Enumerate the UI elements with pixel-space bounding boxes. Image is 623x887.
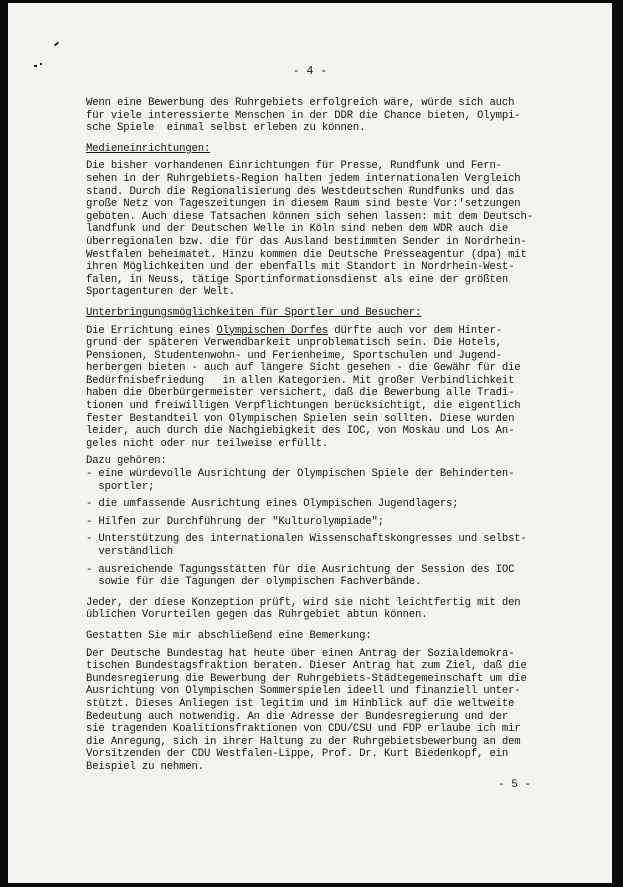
text-line: - die umfassende Ausrichtung eines Olympischen Jugendlagers;	[86, 498, 459, 511]
text-line: Beispiel zu nehmen.	[86, 760, 204, 773]
text-line: fester Bestandteil von Olympischen Spielen sein sollten. Diese wurden	[86, 412, 515, 425]
scan-speck	[54, 42, 59, 47]
text-line: Vorsitzenden der CDU Westfalen-Lippe, Prof. Dr. Kurt Biedenkopf, ein	[86, 748, 509, 761]
list-item	[86, 564, 586, 589]
document-body	[86, 97, 586, 774]
page-number: - 4 -	[292, 65, 328, 78]
text-line: Ausrichtung von Olympischen Sommerspielen ideell und finanziell unter-	[86, 685, 521, 698]
text-line: geboten. Auch diese Tatsachen können sich sehen lassen: mit dem Deutsch-	[86, 210, 533, 223]
text-line: haben die Oberbürgermeister versichert, daß die Bewerbung alle Tradi-	[86, 387, 515, 400]
text-line: - Unterstützung des internationalen Wissenschaftskongresses und selbst-	[86, 533, 527, 546]
text-line: Die bisher vorhandenen Einrichtungen für Presse, Rundfunk und Fern-	[86, 160, 502, 173]
document-page	[8, 3, 612, 883]
text-line: Bedeutung auch notwendig. An die Adresse der Bundesregierung und der	[86, 710, 509, 723]
next-page-marker: - 5 -	[498, 779, 532, 791]
media-heading: Medieneinrichtungen:	[86, 142, 211, 155]
text-line: Wenn eine Bewerbung des Ruhrgebiets erfolgreich wäre, würde sich auch	[86, 97, 515, 109]
text-line: stützt. Dieses Anliegen ist legitim und im Hinblick auf die weltweite	[86, 697, 515, 710]
list-item	[86, 516, 586, 529]
text-line: Pensionen, Studentenwohn- und Ferienheime, Sportschulen und Jugend-	[86, 349, 502, 362]
conclusion-paragraph	[86, 597, 586, 622]
text-line: üblichen Vorurteilen gegen das Ruhrgebiet abtun können.	[86, 609, 428, 622]
text-line: Bundesregierung die Bewerbung der Ruhrgebiets-Städtegemeinschaft um die	[86, 672, 527, 685]
text-line: sehen in der Ruhrgebiets-Region halten jedem internationalen Vergleich	[86, 172, 521, 185]
text-line: sche Spiele einmal selbst erleben zu können.	[86, 122, 366, 135]
text-line	[86, 325, 586, 338]
remark-paragraph	[86, 648, 586, 774]
intro-paragraph	[86, 97, 586, 135]
text-line: verständlich	[86, 546, 173, 558]
text-line: falen, in Neuss, tätige Sportinformationsdienst als eine der größten	[86, 273, 509, 286]
text-run: Die Errichtung eines	[86, 324, 217, 337]
lodging-paragraph	[86, 325, 586, 451]
text-line: überregionalen bzw. die für das Ausland bestimmten Sender in Nordrhein-	[86, 235, 527, 248]
text-line: Sportagenturen der Welt.	[86, 286, 235, 299]
text-line: grund der späteren Verwendbarkeit unproblematisch sein. Die Hotels,	[86, 337, 502, 350]
text-line: herbergen bieten - auch auf längere Sicht gesehen - die Gewähr für die	[86, 362, 521, 375]
text-line: leider, auch durch die Nachgiebigkeit des IOC, von Moskau und Los An-	[86, 425, 515, 438]
text-line: - Hilfen zur Durchführung der "Kulturolympiade";	[86, 515, 384, 528]
text-line: sportler;	[86, 480, 155, 493]
list-item	[86, 468, 586, 493]
text-line: Der Deutsche Bundestag hat heute über einen Antrag der Sozialdemokra-	[86, 647, 515, 660]
text-line: große Netz von Tageszeitungen in diesem Raum sind beste Vor:'setzungen	[86, 198, 521, 211]
text-line: - ausreichende Tagungsstätten für die Ausrichtung der Session des IOC	[86, 563, 515, 576]
text-line: landfunk und der Deutschen Welle in Köln sind neben dem WDR auch die	[86, 223, 509, 236]
text-line: tischen Bundestagsfraktion beraten. Dieser Antrag hat zum Ziel, daß die	[86, 660, 527, 673]
text-line: für viele interessierte Menschen in der DDR die Chance bieten, Olympi-	[86, 109, 521, 122]
text-line: die Anregung, sich in ihrer Haltung zu der Ruhrgebietsbewerbung an dem	[86, 735, 521, 748]
text-line: Bedürfnisbefriedung in allen Kategorien. Mit großer Verbindlichkeit	[86, 374, 515, 387]
text-run: dürfte auch vor dem Hinter-	[328, 324, 502, 337]
text-line: geles nicht oder nur teilweise erfüllt.	[86, 437, 329, 450]
text-line: - eine würdevolle Ausrichtung der Olympischen Spiele der Behinderten-	[86, 468, 515, 481]
list-item	[86, 533, 586, 558]
text-line: sie tragenden Koalitionsfraktionen von CDU/CSU und FDP erlaube ich mir	[86, 723, 521, 736]
lodging-heading: Unterbringungsmöglichkeiten für Sportler und Besucher:	[86, 306, 422, 319]
media-paragraph	[86, 160, 586, 299]
text-line: sowie für die Tagungen der olympischen Fachverbände.	[86, 576, 422, 589]
text-line: ihren Möglichkeiten und der ebenfalls mit Standort in Nordrhein-West-	[86, 261, 515, 274]
text-line: tionen und freiwilligen Verpflichtungen berücksichtigt, die eigentlich	[86, 400, 521, 413]
text-line: Westfalen beheimatet. Hinzu kommen die Deutsche Presseagentur (dpa) mit	[86, 248, 527, 261]
text-line: Jeder, der diese Konzeption prüft, wird sie nicht leichtfertig mit den	[86, 596, 521, 609]
requirements-list	[86, 468, 586, 589]
list-item	[86, 498, 586, 511]
text-line: stand. Durch die Regionalisierung des Westdeutschen Rundfunks und das	[86, 185, 515, 198]
remark-intro: Gestatten Sie mir abschließend eine Bemerkung:	[86, 629, 372, 642]
olympic-village-underlined: Olympischen Dorfes	[216, 324, 329, 337]
list-intro: Dazu gehören:	[86, 455, 167, 468]
